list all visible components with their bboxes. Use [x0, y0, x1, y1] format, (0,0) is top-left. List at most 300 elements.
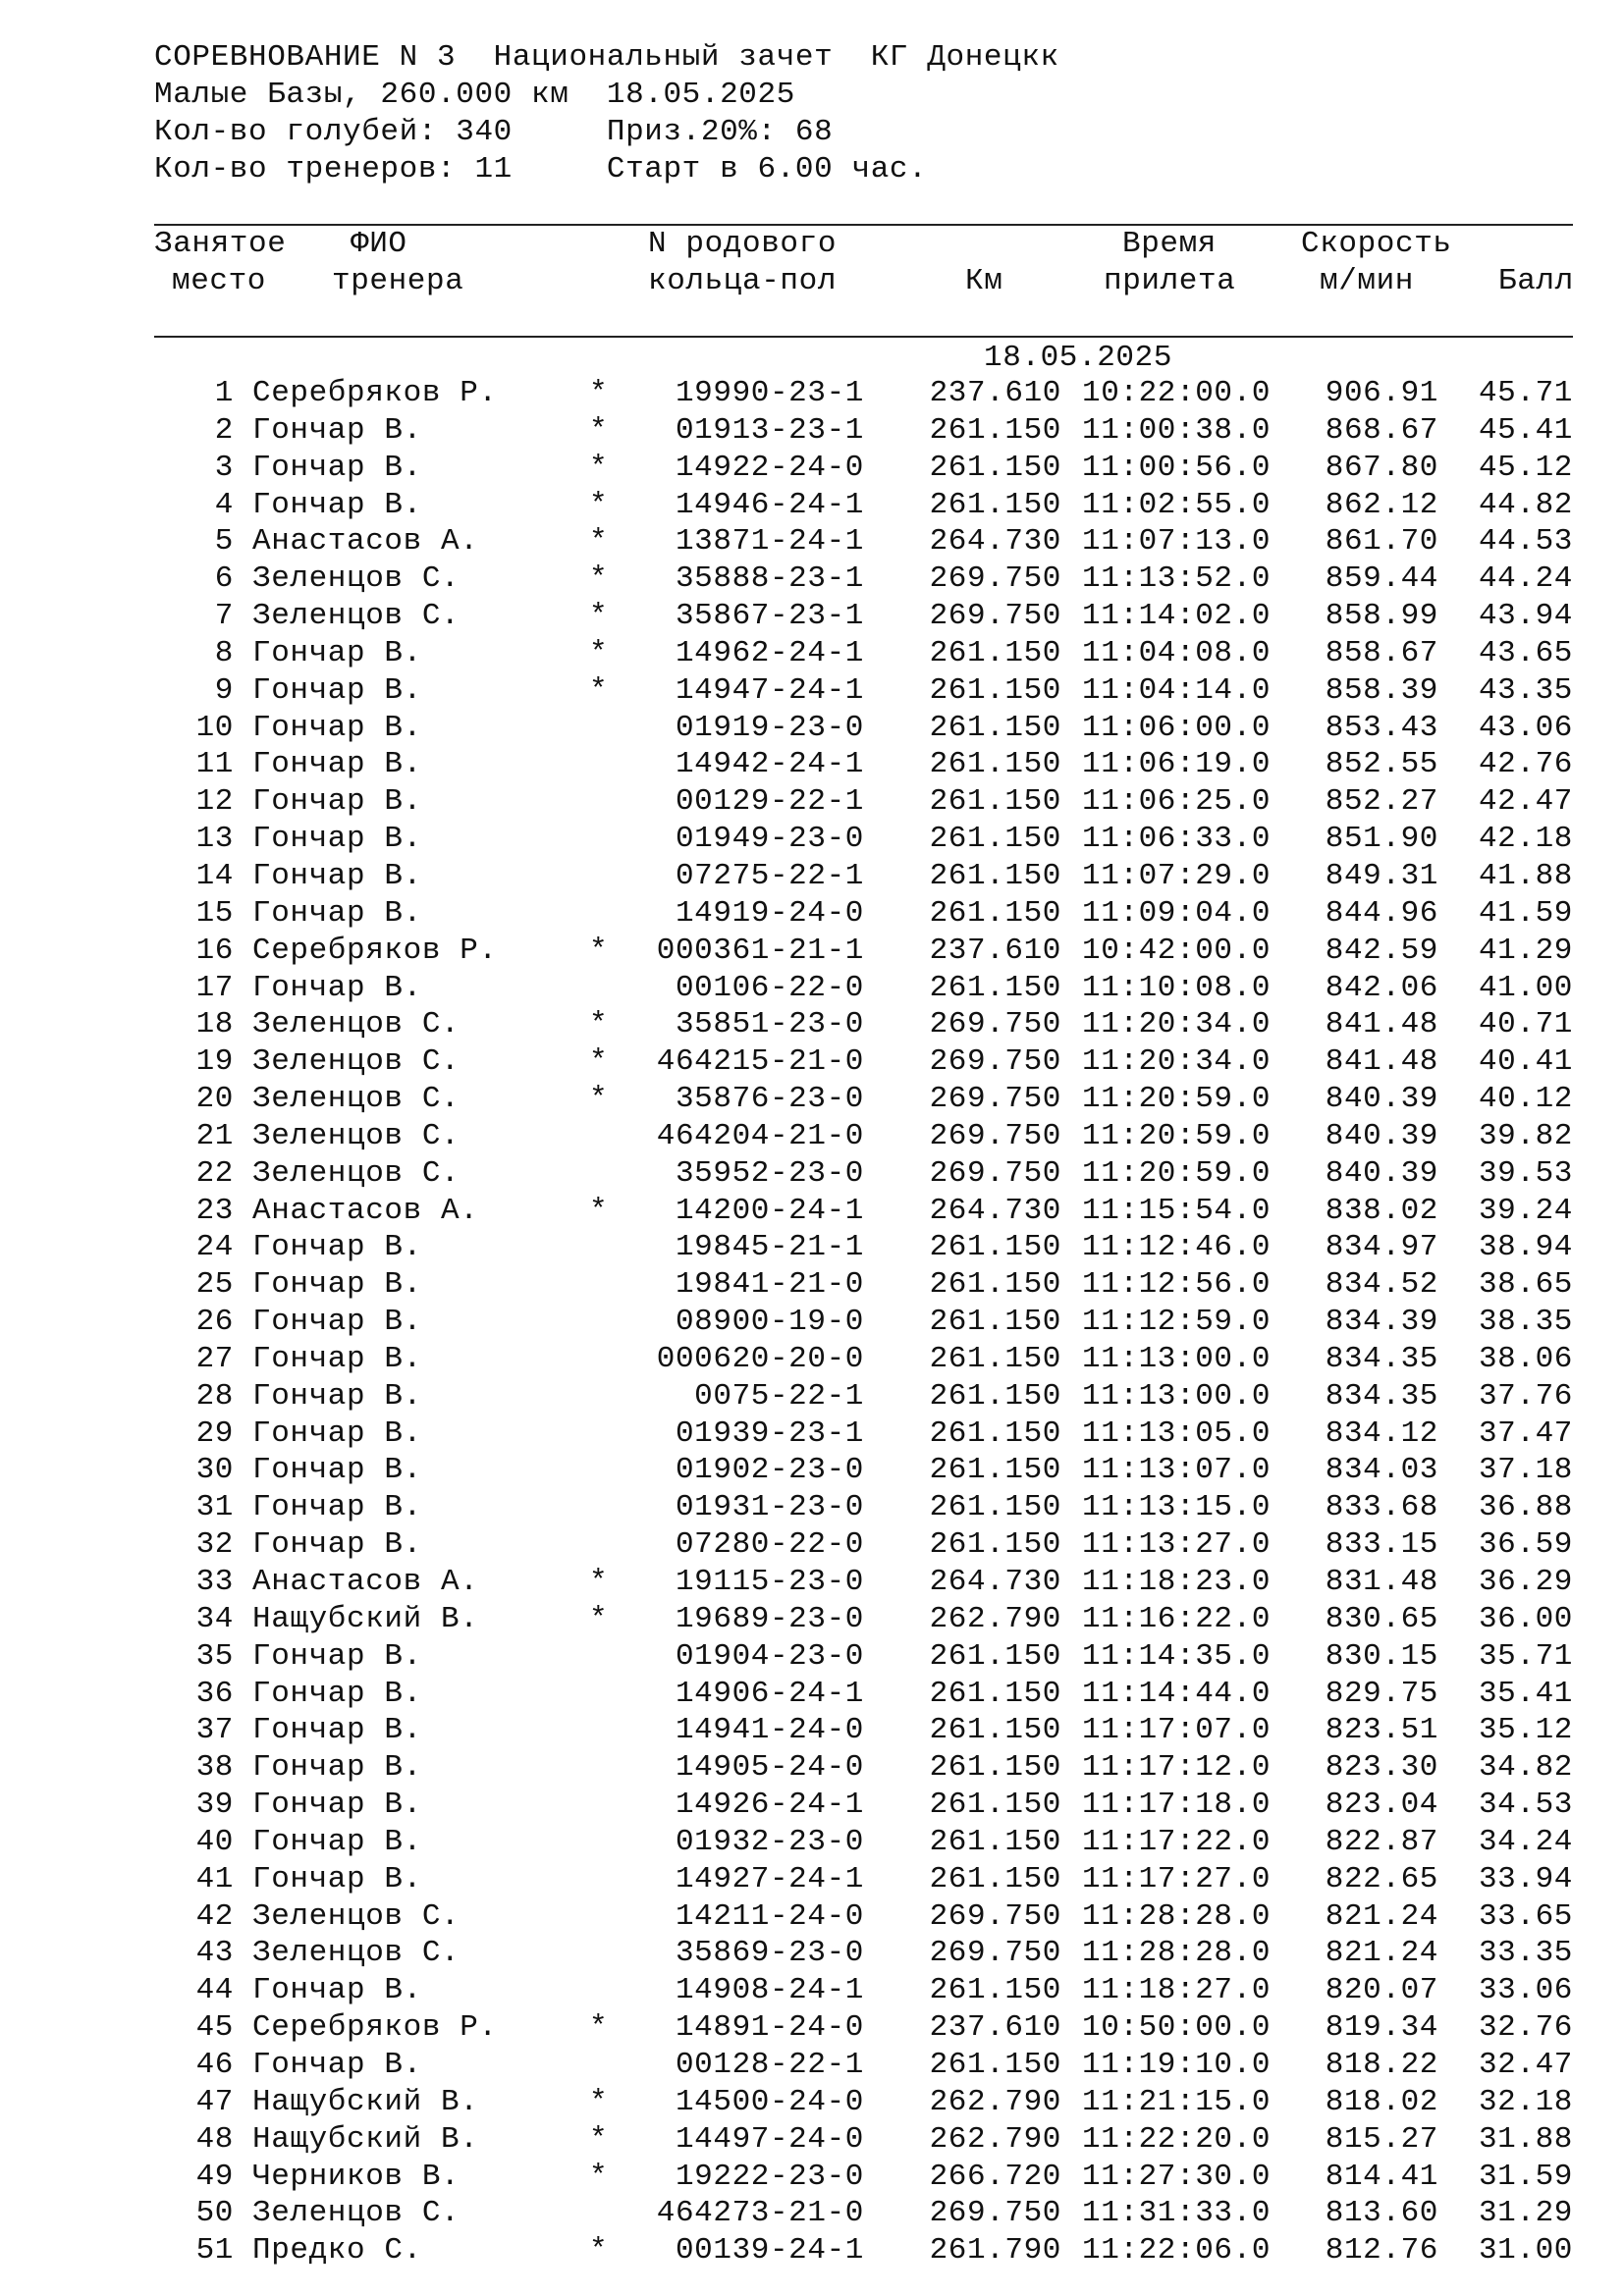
- row-place: 51: [195, 2233, 234, 2269]
- col-ring-label-1: N родового: [648, 227, 838, 261]
- table-row: [0, 1378, 1624, 1415]
- table-row: [0, 1861, 1624, 1898]
- table-row: [0, 2232, 1624, 2269]
- row-speed: 829.75: [1325, 1676, 1438, 1711]
- row-trainer-name: Гончар В.: [252, 895, 422, 931]
- col-place-label-1: Занятое: [154, 227, 287, 261]
- row-speed: 834.39: [1325, 1305, 1438, 1340]
- row-speed: 834.12: [1325, 1415, 1438, 1451]
- row-speed: 812.76: [1325, 2233, 1438, 2269]
- row-speed: 834.03: [1325, 1453, 1438, 1488]
- table-row: [0, 450, 1624, 487]
- row-speed: 842.06: [1325, 970, 1438, 1005]
- row-place: 7: [214, 599, 234, 634]
- row-trainer-name: Гончар В.: [252, 1861, 422, 1896]
- table-row: [0, 1564, 1624, 1601]
- row-trainer-name: Гончар В.: [252, 1750, 422, 1786]
- row-ring-number: 00129-22-1: [675, 784, 864, 820]
- row-speed: 823.04: [1325, 1788, 1438, 1823]
- table-row: [0, 933, 1624, 970]
- row-speed: 840.39: [1325, 1118, 1438, 1153]
- row-arrival-time: 11:14:35.0: [1082, 1638, 1272, 1674]
- row-place: 44: [195, 1973, 234, 2008]
- row-speed: 830.15: [1325, 1638, 1438, 1674]
- row-score: 40.12: [1478, 1082, 1573, 1117]
- row-ring-number: 14922-24-0: [675, 450, 864, 485]
- row-trainer-name: Гончар В.: [252, 747, 422, 782]
- row-ring-number: 14942-24-1: [675, 747, 864, 782]
- row-speed: 906.91: [1325, 376, 1438, 410]
- row-place: 41: [195, 1861, 234, 1896]
- row-score: 35.12: [1478, 1713, 1573, 1748]
- table-row: [0, 746, 1624, 783]
- table-row: [0, 1749, 1624, 1787]
- row-score: 44.53: [1478, 524, 1573, 560]
- table-row: [0, 1898, 1624, 1936]
- row-arrival-time: 11:22:06.0: [1082, 2233, 1272, 2269]
- row-trainer-name: Анастасов А.: [252, 1565, 479, 1599]
- row-speed: 841.48: [1325, 1044, 1438, 1080]
- row-trainer-name: Анастасов А.: [252, 524, 479, 560]
- row-ring-number: 00128-22-1: [675, 2047, 864, 2082]
- row-ring-number: 00139-24-1: [675, 2233, 864, 2269]
- table-row: [0, 1935, 1624, 1972]
- row-trainer-name: Гончар В.: [252, 1638, 422, 1674]
- table-row: [0, 1415, 1624, 1453]
- row-ring-number: 01902-23-0: [675, 1453, 864, 1488]
- row-distance: 261.150: [929, 1713, 1061, 1748]
- row-distance: 264.730: [929, 524, 1061, 560]
- row-place: 50: [195, 2196, 234, 2231]
- row-place: 29: [195, 1415, 234, 1451]
- row-mark: *: [589, 2233, 609, 2269]
- row-mark: *: [589, 412, 609, 448]
- row-trainer-name: Зеленцов С.: [252, 561, 460, 597]
- row-trainer-name: Серебряков Р.: [252, 376, 498, 410]
- row-mark: *: [589, 599, 609, 634]
- row-place: 30: [195, 1453, 234, 1488]
- row-place: 2: [214, 412, 234, 448]
- row-arrival-time: 11:14:44.0: [1082, 1676, 1272, 1711]
- table-row: [0, 598, 1624, 635]
- row-distance: 237.610: [929, 2010, 1061, 2046]
- row-ring-number: 00106-22-0: [675, 970, 864, 1005]
- col-km-label: Км: [965, 264, 1003, 298]
- row-score: 42.47: [1478, 784, 1573, 820]
- row-trainer-name: Гончар В.: [252, 1824, 422, 1859]
- row-trainer-name: Гончар В.: [252, 1230, 422, 1265]
- row-trainer-name: Зеленцов С.: [252, 1936, 460, 1971]
- row-score: 36.00: [1478, 1601, 1573, 1636]
- table-row: [0, 1081, 1624, 1118]
- row-score: 34.53: [1478, 1788, 1573, 1823]
- row-ring-number: 14947-24-1: [675, 672, 864, 708]
- row-place: 35: [195, 1638, 234, 1674]
- row-distance: 269.750: [929, 1118, 1061, 1153]
- row-place: 33: [195, 1565, 234, 1599]
- col-name-label-1: ФИО: [351, 227, 407, 261]
- table-row: [0, 1676, 1624, 1713]
- row-distance: 261.150: [929, 1861, 1061, 1896]
- table-row: [0, 487, 1624, 524]
- table-row: [0, 1638, 1624, 1676]
- row-trainer-name: Гончар В.: [252, 822, 422, 857]
- row-arrival-time: 11:07:29.0: [1082, 858, 1272, 893]
- table-row: [0, 1787, 1624, 1824]
- row-speed: 821.24: [1325, 1936, 1438, 1971]
- table-row: [0, 2121, 1624, 2159]
- row-speed: 868.67: [1325, 412, 1438, 448]
- row-arrival-time: 11:18:27.0: [1082, 1973, 1272, 2008]
- row-score: 38.94: [1478, 1230, 1573, 1265]
- row-score: 34.24: [1478, 1824, 1573, 1859]
- row-mark: *: [589, 1044, 609, 1080]
- row-speed: 823.30: [1325, 1750, 1438, 1786]
- row-mark: *: [589, 487, 609, 522]
- row-place: 1: [214, 376, 234, 410]
- row-place: 39: [195, 1788, 234, 1823]
- row-ring-number: 14919-24-0: [675, 895, 864, 931]
- row-speed: 818.02: [1325, 2084, 1438, 2119]
- row-place: 23: [195, 1193, 234, 1228]
- row-score: 32.18: [1478, 2084, 1573, 2119]
- row-place: 48: [195, 2121, 234, 2157]
- table-row: [0, 1824, 1624, 1861]
- row-ring-number: 35876-23-0: [675, 1082, 864, 1117]
- row-arrival-time: 11:18:23.0: [1082, 1565, 1272, 1599]
- row-ring-number: 07275-22-1: [675, 858, 864, 893]
- row-distance: 261.150: [929, 1490, 1061, 1525]
- row-distance: 261.150: [929, 1453, 1061, 1488]
- row-place: 22: [195, 1155, 234, 1191]
- row-distance: 261.150: [929, 1267, 1061, 1303]
- row-arrival-time: 11:20:59.0: [1082, 1118, 1272, 1153]
- row-score: 43.94: [1478, 599, 1573, 634]
- row-arrival-time: 11:20:59.0: [1082, 1155, 1272, 1191]
- row-speed: 853.43: [1325, 710, 1438, 745]
- row-ring-number: 464215-21-0: [656, 1044, 864, 1080]
- row-speed: 844.96: [1325, 895, 1438, 931]
- row-mark: *: [589, 561, 609, 597]
- row-trainer-name: Зеленцов С.: [252, 1007, 460, 1042]
- row-distance: 261.150: [929, 747, 1061, 782]
- row-mark: *: [589, 672, 609, 708]
- row-place: 31: [195, 1490, 234, 1525]
- row-mark: *: [589, 1565, 609, 1599]
- row-trainer-name: Нащубский В.: [252, 2084, 479, 2119]
- row-trainer-name: Гончар В.: [252, 1490, 422, 1525]
- row-arrival-time: 11:20:34.0: [1082, 1007, 1272, 1042]
- row-arrival-time: 11:13:00.0: [1082, 1378, 1272, 1414]
- row-place: 15: [195, 895, 234, 931]
- row-ring-number: 13871-24-1: [675, 524, 864, 560]
- row-speed: 840.39: [1325, 1082, 1438, 1117]
- row-place: 36: [195, 1676, 234, 1711]
- row-trainer-name: Гончар В.: [252, 784, 422, 820]
- table-row: [0, 858, 1624, 895]
- row-place: 32: [195, 1527, 234, 1563]
- row-trainer-name: Гончар В.: [252, 710, 422, 745]
- row-arrival-time: 11:06:25.0: [1082, 784, 1272, 820]
- row-distance: 262.790: [929, 1601, 1061, 1636]
- row-place: 9: [214, 672, 234, 708]
- row-score: 33.35: [1478, 1936, 1573, 1971]
- table-row: [0, 2047, 1624, 2084]
- row-arrival-time: 11:27:30.0: [1082, 2159, 1272, 2194]
- row-trainer-name: Гончар В.: [252, 1267, 422, 1303]
- col-time-label-2: прилета: [1104, 264, 1236, 298]
- row-arrival-time: 11:06:00.0: [1082, 710, 1272, 745]
- row-arrival-time: 11:09:04.0: [1082, 895, 1272, 931]
- row-place: 21: [195, 1118, 234, 1153]
- row-arrival-time: 11:20:34.0: [1082, 1044, 1272, 1080]
- table-row: [0, 523, 1624, 561]
- row-ring-number: 01904-23-0: [675, 1638, 864, 1674]
- row-mark: *: [589, 635, 609, 670]
- row-trainer-name: Серебряков Р.: [252, 2010, 498, 2046]
- row-score: 45.41: [1478, 412, 1573, 448]
- row-ring-number: 01949-23-0: [675, 822, 864, 857]
- row-arrival-time: 11:13:05.0: [1082, 1415, 1272, 1451]
- row-arrival-time: 10:50:00.0: [1082, 2010, 1272, 2046]
- row-place: 40: [195, 1824, 234, 1859]
- row-place: 6: [214, 561, 234, 597]
- row-arrival-time: 11:31:33.0: [1082, 2196, 1272, 2231]
- row-mark: *: [589, 524, 609, 560]
- row-trainer-name: Черников В.: [252, 2159, 460, 2194]
- header-race-line: Малые Базы, 260.000 км 18.05.2025: [154, 78, 795, 112]
- row-ring-number: 14905-24-0: [675, 1750, 864, 1786]
- row-score: 40.41: [1478, 1044, 1573, 1080]
- row-distance: 261.150: [929, 822, 1061, 857]
- row-speed: 830.65: [1325, 1601, 1438, 1636]
- row-place: 3: [214, 450, 234, 485]
- row-trainer-name: Зеленцов С.: [252, 1155, 460, 1191]
- row-ring-number: 19841-21-0: [675, 1267, 864, 1303]
- header-trainers-line: Кол-во тренеров: 11 Старт в 6.00 час.: [154, 152, 928, 187]
- row-speed: 833.68: [1325, 1490, 1438, 1525]
- row-speed: 819.34: [1325, 2010, 1438, 2046]
- row-distance: 237.610: [929, 933, 1061, 968]
- row-speed: 862.12: [1325, 487, 1438, 522]
- row-place: 43: [195, 1936, 234, 1971]
- row-trainer-name: Гончар В.: [252, 1415, 422, 1451]
- race-date-label: 18.05.2025: [984, 341, 1173, 375]
- row-arrival-time: 11:00:56.0: [1082, 450, 1272, 485]
- row-distance: 269.750: [929, 561, 1061, 597]
- row-mark: *: [589, 2010, 609, 2046]
- row-speed: 842.59: [1325, 933, 1438, 968]
- row-score: 33.65: [1478, 1898, 1573, 1934]
- row-arrival-time: 11:17:27.0: [1082, 1861, 1272, 1896]
- row-trainer-name: Гончар В.: [252, 450, 422, 485]
- row-place: 10: [195, 710, 234, 745]
- row-trainer-name: Зеленцов С.: [252, 1118, 460, 1153]
- row-arrival-time: 11:07:13.0: [1082, 524, 1272, 560]
- row-score: 31.00: [1478, 2233, 1573, 2269]
- row-arrival-time: 11:00:38.0: [1082, 412, 1272, 448]
- row-ring-number: 14926-24-1: [675, 1788, 864, 1823]
- row-place: 8: [214, 635, 234, 670]
- row-place: 4: [214, 487, 234, 522]
- row-distance: 261.150: [929, 2047, 1061, 2082]
- row-ring-number: 01939-23-1: [675, 1415, 864, 1451]
- row-score: 41.59: [1478, 895, 1573, 931]
- row-score: 37.47: [1478, 1415, 1573, 1451]
- col-place-label-2: место: [172, 264, 267, 298]
- row-ring-number: 0075-22-1: [694, 1378, 864, 1414]
- row-speed: 823.51: [1325, 1713, 1438, 1748]
- row-distance: 269.750: [929, 1044, 1061, 1080]
- row-arrival-time: 11:13:52.0: [1082, 561, 1272, 597]
- row-ring-number: 01931-23-0: [675, 1490, 864, 1525]
- row-trainer-name: Гончар В.: [252, 1527, 422, 1563]
- row-place: 27: [195, 1341, 234, 1376]
- table-row: [0, 672, 1624, 710]
- results-table: [0, 375, 1624, 2269]
- row-place: 18: [195, 1007, 234, 1042]
- row-distance: 261.790: [929, 2233, 1061, 2269]
- table-row: [0, 1526, 1624, 1564]
- row-speed: 818.22: [1325, 2047, 1438, 2082]
- row-place: 24: [195, 1230, 234, 1265]
- row-score: 33.06: [1478, 1973, 1573, 2008]
- row-trainer-name: Гончар В.: [252, 1378, 422, 1414]
- row-score: 31.29: [1478, 2196, 1573, 2231]
- row-speed: 821.24: [1325, 1898, 1438, 1934]
- row-ring-number: 464204-21-0: [656, 1118, 864, 1153]
- row-mark: *: [589, 2159, 609, 2194]
- row-distance: 237.610: [929, 376, 1061, 410]
- row-score: 38.06: [1478, 1341, 1573, 1376]
- row-ring-number: 19222-23-0: [675, 2159, 864, 2194]
- table-row: [0, 710, 1624, 747]
- row-distance: 261.150: [929, 487, 1061, 522]
- table-row: [0, 2195, 1624, 2232]
- row-arrival-time: 11:04:08.0: [1082, 635, 1272, 670]
- row-ring-number: 14200-24-1: [675, 1193, 864, 1228]
- row-distance: 261.150: [929, 1824, 1061, 1859]
- table-row: [0, 412, 1624, 450]
- row-ring-number: 000361-21-1: [656, 933, 864, 968]
- row-distance: 269.750: [929, 2196, 1061, 2231]
- row-trainer-name: Зеленцов С.: [252, 2196, 460, 2231]
- table-row: [0, 1452, 1624, 1489]
- row-arrival-time: 11:17:22.0: [1082, 1824, 1272, 1859]
- row-speed: 849.31: [1325, 858, 1438, 893]
- table-row: [0, 2084, 1624, 2121]
- row-ring-number: 35851-23-0: [675, 1007, 864, 1042]
- row-arrival-time: 11:12:59.0: [1082, 1305, 1272, 1340]
- row-ring-number: 19689-23-0: [675, 1601, 864, 1636]
- row-speed: 834.35: [1325, 1341, 1438, 1376]
- col-speed-label-1: Скорость: [1301, 227, 1452, 261]
- row-arrival-time: 11:02:55.0: [1082, 487, 1272, 522]
- row-trainer-name: Гончар В.: [252, 487, 422, 522]
- row-speed: 822.65: [1325, 1861, 1438, 1896]
- row-speed: 861.70: [1325, 524, 1438, 560]
- row-place: 12: [195, 784, 234, 820]
- row-score: 38.35: [1478, 1305, 1573, 1340]
- row-distance: 261.150: [929, 1750, 1061, 1786]
- row-ring-number: 35869-23-0: [675, 1936, 864, 1971]
- row-ring-number: 01919-23-0: [675, 710, 864, 745]
- row-speed: 833.15: [1325, 1527, 1438, 1563]
- row-mark: *: [589, 1601, 609, 1636]
- row-trainer-name: Зеленцов С.: [252, 1082, 460, 1117]
- row-mark: *: [589, 2121, 609, 2157]
- row-distance: 261.150: [929, 895, 1061, 931]
- row-ring-number: 07280-22-0: [675, 1527, 864, 1563]
- row-ring-number: 35867-23-1: [675, 599, 864, 634]
- row-score: 43.06: [1478, 710, 1573, 745]
- table-row: [0, 1972, 1624, 2009]
- row-score: 41.29: [1478, 933, 1573, 968]
- row-speed: 851.90: [1325, 822, 1438, 857]
- row-arrival-time: 11:12:46.0: [1082, 1230, 1272, 1265]
- row-arrival-time: 11:22:20.0: [1082, 2121, 1272, 2157]
- row-place: 45: [195, 2010, 234, 2046]
- row-speed: 859.44: [1325, 561, 1438, 597]
- row-trainer-name: Гончар В.: [252, 858, 422, 893]
- row-distance: 269.750: [929, 599, 1061, 634]
- row-place: 16: [195, 933, 234, 968]
- row-arrival-time: 11:10:08.0: [1082, 970, 1272, 1005]
- row-mark: *: [589, 2084, 609, 2119]
- row-arrival-time: 11:16:22.0: [1082, 1601, 1272, 1636]
- row-speed: 831.48: [1325, 1565, 1438, 1599]
- row-place: 17: [195, 970, 234, 1005]
- row-distance: 261.150: [929, 970, 1061, 1005]
- row-speed: 852.55: [1325, 747, 1438, 782]
- table-row: [0, 895, 1624, 933]
- row-trainer-name: Гончар В.: [252, 1453, 422, 1488]
- row-place: 47: [195, 2084, 234, 2119]
- row-arrival-time: 11:15:54.0: [1082, 1193, 1272, 1228]
- row-distance: 261.150: [929, 1676, 1061, 1711]
- row-score: 40.71: [1478, 1007, 1573, 1042]
- row-distance: 261.150: [929, 858, 1061, 893]
- table-row: [0, 1601, 1624, 1638]
- table-row: [0, 2159, 1624, 2196]
- row-place: 46: [195, 2047, 234, 2082]
- row-ring-number: 14906-24-1: [675, 1676, 864, 1711]
- row-arrival-time: 11:19:10.0: [1082, 2047, 1272, 2082]
- row-place: 42: [195, 1898, 234, 1934]
- row-ring-number: 14908-24-1: [675, 1973, 864, 2008]
- row-place: 14: [195, 858, 234, 893]
- row-ring-number: 08900-19-0: [675, 1305, 864, 1340]
- row-trainer-name: Гончар В.: [252, 2047, 422, 2082]
- row-arrival-time: 11:17:18.0: [1082, 1788, 1272, 1823]
- row-trainer-name: Предко С.: [252, 2233, 422, 2269]
- table-row: [0, 1193, 1624, 1230]
- row-score: 35.41: [1478, 1676, 1573, 1711]
- table-row: [0, 1341, 1624, 1378]
- table-row: [0, 1712, 1624, 1749]
- row-score: 31.88: [1478, 2121, 1573, 2157]
- row-place: 20: [195, 1082, 234, 1117]
- row-score: 36.59: [1478, 1527, 1573, 1563]
- row-place: 13: [195, 822, 234, 857]
- header-pigeons-line: Кол-во голубей: 340 Приз.20%: 68: [154, 115, 834, 149]
- table-row: [0, 1489, 1624, 1526]
- table-row: [0, 970, 1624, 1007]
- row-arrival-time: 11:13:27.0: [1082, 1527, 1272, 1563]
- row-speed: 867.80: [1325, 450, 1438, 485]
- header-competition-line: СОРЕВНОВАНИЕ N 3 Национальный зачет КГ Донецкк: [154, 40, 1059, 75]
- row-distance: 261.150: [929, 1378, 1061, 1414]
